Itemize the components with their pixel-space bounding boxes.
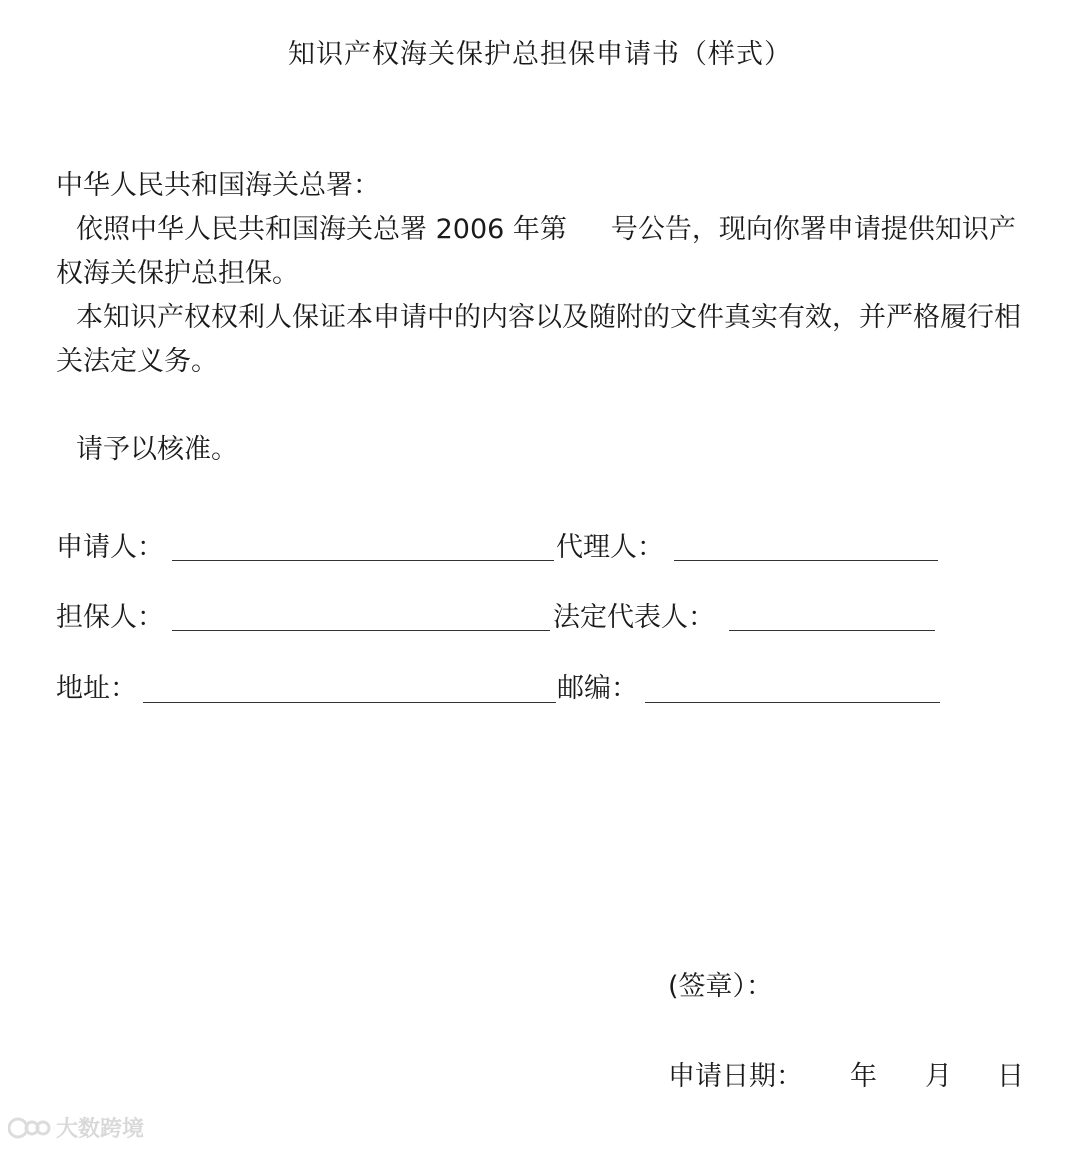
date-month-label: 月 xyxy=(925,1061,952,1092)
paragraph-application xyxy=(56,208,1031,296)
paragraph-application-part2: 号公告，现向你署申请提供知识产权海关保护总担保。 xyxy=(56,214,1016,289)
document-title: 知识产权海关保护总担保申请书（样式） xyxy=(288,39,792,70)
approval-request: 请予以核准。 xyxy=(76,434,238,465)
agent-label: 代理人： xyxy=(556,532,664,563)
applicant-label: 申请人： xyxy=(56,532,164,563)
postcode-blank-line[interactable] xyxy=(645,702,940,703)
paragraph-guarantee: 本知识产权权利人保证本申请中的内容以及随附的文件真实有效，并严格履行相关法定义务。 xyxy=(56,302,1021,377)
legal-representative-blank-line[interactable] xyxy=(729,630,935,631)
agent-blank-line[interactable] xyxy=(674,560,938,561)
address-label: 地址： xyxy=(56,673,137,704)
guarantor-label: 担保人： xyxy=(56,602,164,633)
watermark-logo-icon xyxy=(8,1114,52,1142)
legal-representative-label: 法定代表人： xyxy=(553,602,715,633)
date-day-label: 日 xyxy=(997,1061,1024,1092)
date-year-label: 年 xyxy=(850,1061,877,1092)
watermark xyxy=(8,1112,144,1143)
applicant-blank-line[interactable] xyxy=(172,560,554,561)
salutation: 中华人民共和国海关总署： xyxy=(56,170,380,201)
application-date-label: 申请日期： xyxy=(668,1061,803,1092)
address-blank-line[interactable] xyxy=(143,702,556,703)
paragraph-application-part1: 依照中华人民共和国海关总署 2006 年第 xyxy=(76,214,567,245)
watermark-text: 大数跨境 xyxy=(56,1117,145,1142)
postcode-label: 邮编： xyxy=(557,673,638,704)
guarantor-blank-line[interactable] xyxy=(172,630,550,631)
seal-label: (签章）： xyxy=(668,971,774,1002)
